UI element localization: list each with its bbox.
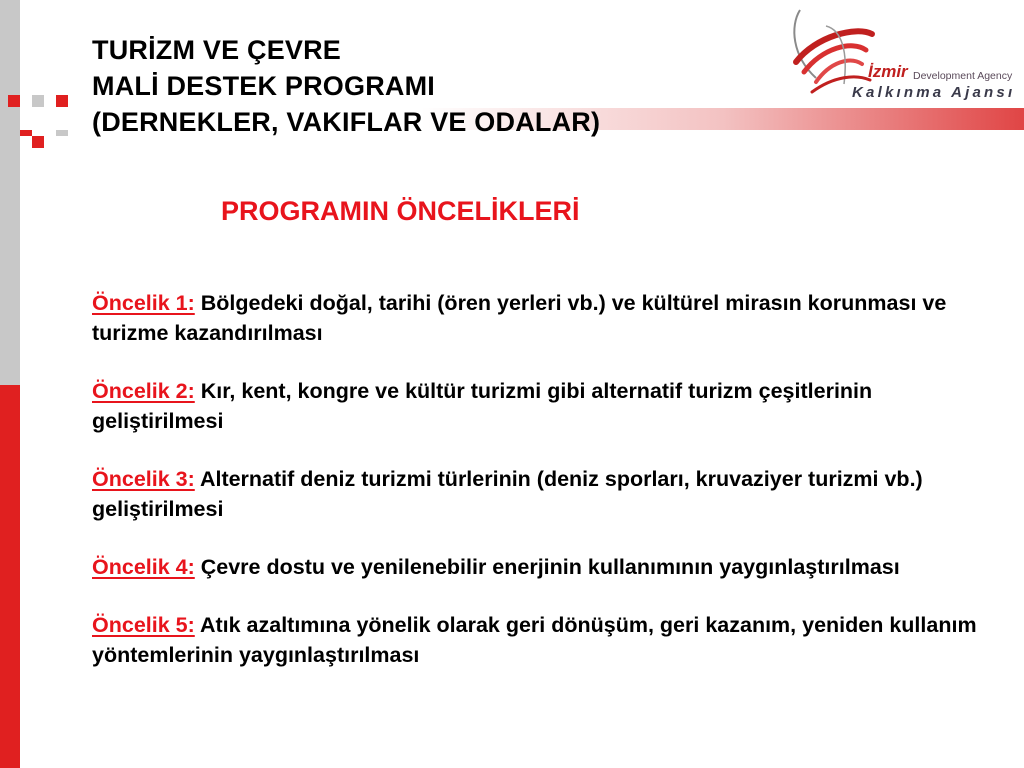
- logo-subtitle-en: Development Agency: [913, 70, 1013, 82]
- left-gray-bar: [0, 0, 20, 385]
- priority-label: Öncelik 2:: [92, 379, 195, 403]
- page-title: [92, 32, 600, 140]
- priority-list: [92, 288, 992, 698]
- priority-label: Öncelik 3:: [92, 467, 195, 491]
- priority-text: Atık azaltımına yönelik olarak geri dönüşüm, geri kazanım, yeniden kullanım yöntemlerinin yaygınlaştırılması: [92, 613, 977, 667]
- priority-item: [92, 288, 992, 348]
- priority-text: Alternatif deniz turizmi türlerinin (deniz sporları, kruvaziyer turizmi vb.) geliştirilmesi: [92, 467, 923, 521]
- title-line-3: (DERNEKLER, VAKIFLAR VE ODALAR): [92, 107, 601, 137]
- title-line-1: TURİZM VE ÇEVRE: [92, 35, 342, 65]
- priority-item: [92, 464, 992, 524]
- priority-label: Öncelik 5:: [92, 613, 195, 637]
- left-red-bar: [0, 385, 20, 768]
- logo-name: İzmir: [868, 62, 908, 81]
- priority-label: Öncelik 4:: [92, 555, 195, 579]
- section-heading: PROGRAMIN ÖNCELİKLERİ: [221, 196, 580, 226]
- priority-item: [92, 610, 992, 670]
- priority-item: [92, 552, 992, 582]
- logo-subtitle-tr: Kalkınma Ajansı: [852, 84, 1016, 101]
- priority-label: Öncelik 1:: [92, 291, 195, 315]
- title-line-2: MALİ DESTEK PROGRAMI: [92, 71, 436, 101]
- priority-item: [92, 376, 992, 436]
- priority-text: Bölgedeki doğal, tarihi (ören yerleri vb.) ve kültürel mirasın korunması ve turizme kazandırılması: [92, 291, 947, 345]
- priority-text: Çevre dostu ve yenilenebilir enerjinin kullanımının yaygınlaştırılması: [194, 555, 900, 579]
- priority-text: Kır, kent, kongre ve kültür turizmi gibi alternatif turizm çeşitlerinin geliştirilmesi: [92, 379, 873, 433]
